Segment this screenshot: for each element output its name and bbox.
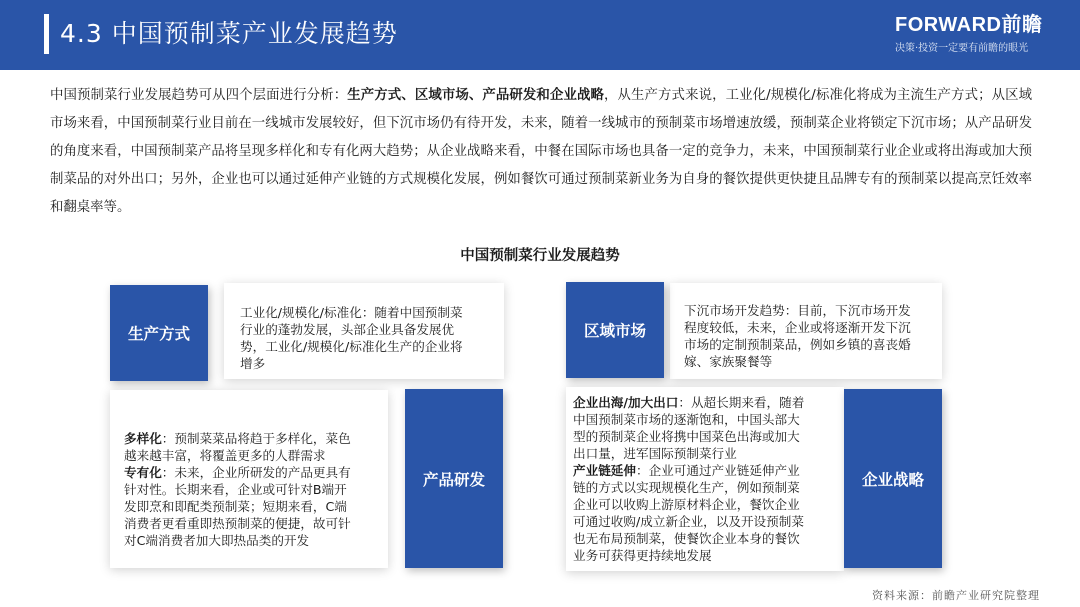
page-title: 4.3 中国预制菜产业发展趋势 bbox=[60, 19, 398, 48]
regional-line-4: 嫁、家族聚餐等 bbox=[684, 354, 773, 369]
strategy-line-7: 企业可以收购上游原材料企业，餐饮企业 bbox=[573, 497, 800, 512]
strategy-line-2: 中国预制菜市场的逐渐饱和，中国头部大 bbox=[573, 412, 800, 427]
product-box bbox=[405, 389, 503, 568]
source-note: 资料来源：前瞻产业研究院整理 bbox=[872, 589, 1040, 602]
strategy-line-5: ：企业可通过产业链延伸产业 bbox=[635, 463, 800, 478]
strategy-card bbox=[566, 387, 844, 571]
brand-tagline: 决策·投资一定要有前瞻的眼光 bbox=[895, 43, 1029, 54]
product-label: 产品研发 bbox=[422, 470, 485, 489]
production-line-1: 工业化/规模化/标准化：随着中国预制菜 bbox=[240, 305, 463, 320]
product-line-7: 对C端消费者加大即热品类的开发 bbox=[124, 533, 310, 548]
production-line-3: 势，工业化/规模化/标准化生产的企业将 bbox=[240, 339, 463, 354]
title-accent-bar bbox=[44, 14, 49, 54]
regional-card bbox=[670, 283, 942, 379]
product-exclusive-title: 专有化 bbox=[124, 465, 162, 480]
strategy-box bbox=[844, 389, 942, 568]
production-label: 生产方式 bbox=[127, 325, 190, 343]
product-card bbox=[110, 390, 388, 568]
strategy-line-9: 也无布局预制菜，使餐饮企业本身的餐饮 bbox=[573, 531, 800, 546]
strategy-line-3: 型的预制菜企业将携中国菜色出海或加大 bbox=[573, 429, 800, 444]
strategy-line-1: ：从超长期来看，随着 bbox=[678, 395, 805, 410]
production-line-4: 增多 bbox=[240, 356, 266, 371]
regional-line-2: 程度较低，未来，企业或将逐渐开发下沉 bbox=[684, 320, 911, 335]
product-line-3: ：未来，企业所研发的产品更具有 bbox=[161, 465, 351, 480]
regional-line-1: 下沉市场开发趋势：目前，下沉市场开发 bbox=[684, 303, 911, 318]
product-line-6: 消费者更看重即热预制菜的便捷，故可针 bbox=[124, 516, 351, 531]
strategy-chain-title: 产业链延伸 bbox=[573, 463, 636, 478]
brand-logo: FORWARD前瞻 bbox=[895, 14, 1043, 36]
product-line-1: ：预制菜菜品将趋于多样化，菜色 bbox=[161, 431, 351, 446]
header-bar bbox=[0, 0, 1080, 70]
intro-paragraph bbox=[50, 82, 1032, 222]
regional-box bbox=[566, 282, 664, 378]
product-line-5: 发即烹和即配类预制菜；短期来看，C端 bbox=[124, 499, 347, 514]
brand-block bbox=[895, 14, 1065, 54]
strategy-line-6: 链的方式以实现规模化生产，例如预制菜 bbox=[573, 480, 800, 495]
production-card bbox=[224, 283, 504, 379]
strategy-label: 企业战略 bbox=[861, 470, 924, 489]
regional-line-3: 市场的定制预制菜品，例如乡镇的喜丧婚 bbox=[684, 337, 911, 352]
intro-rest: ，从生产方式来说，工业化/规模化/标准化将成为主流生产方式；从区域市场来看，中国预制菜行业目前在一线城市发展较好，但下沉市场仍有待开发，未来，随着一线城市的预制菜市场增速放缓，预制菜企业将锁定下沉市场；从产品研发的角度来看，中国预制菜产品将呈现多样化和专有化两大趋势；从企业战略来看，中餐在国际市场也具备一定的竞争力，未来，中国预制菜行业企业或将出海或加大预制菜品的对外出口；另外，企业也可以通过延伸产业链的方式规模化发展，例如餐饮可通过预制菜新业务为自身的餐饮提供更快捷且品牌专有的预制菜以提高烹饪效率和翻桌率等。 bbox=[50, 88, 1033, 215]
product-line-4: 针对性。长期来看，企业或可针对B端开 bbox=[124, 482, 347, 497]
strategy-export-title: 企业出海/加大出口 bbox=[573, 395, 679, 410]
production-box bbox=[110, 285, 208, 381]
intro-lead: 中国预制菜行业发展趋势可从四个层面进行分析： bbox=[50, 88, 348, 103]
intro-bold: 生产方式、区域市场、产品研发和企业战略 bbox=[347, 88, 604, 103]
strategy-line-8: 可通过收购/成立新企业，以及开设预制菜 bbox=[573, 514, 804, 529]
product-line-2: 越来越丰富，将覆盖更多的人群需求 bbox=[124, 448, 326, 463]
production-line-2: 行业的蓬勃发展，头部企业具备发展优 bbox=[240, 322, 455, 337]
product-diversify-title: 多样化 bbox=[124, 431, 162, 446]
diagram-title: 中国预制菜行业发展趋势 bbox=[460, 248, 620, 264]
strategy-line-10: 业务可获得更持续地发展 bbox=[573, 548, 712, 563]
regional-label: 区域市场 bbox=[583, 322, 646, 340]
strategy-line-4: 出口量，进军国际预制菜行业 bbox=[573, 446, 737, 461]
